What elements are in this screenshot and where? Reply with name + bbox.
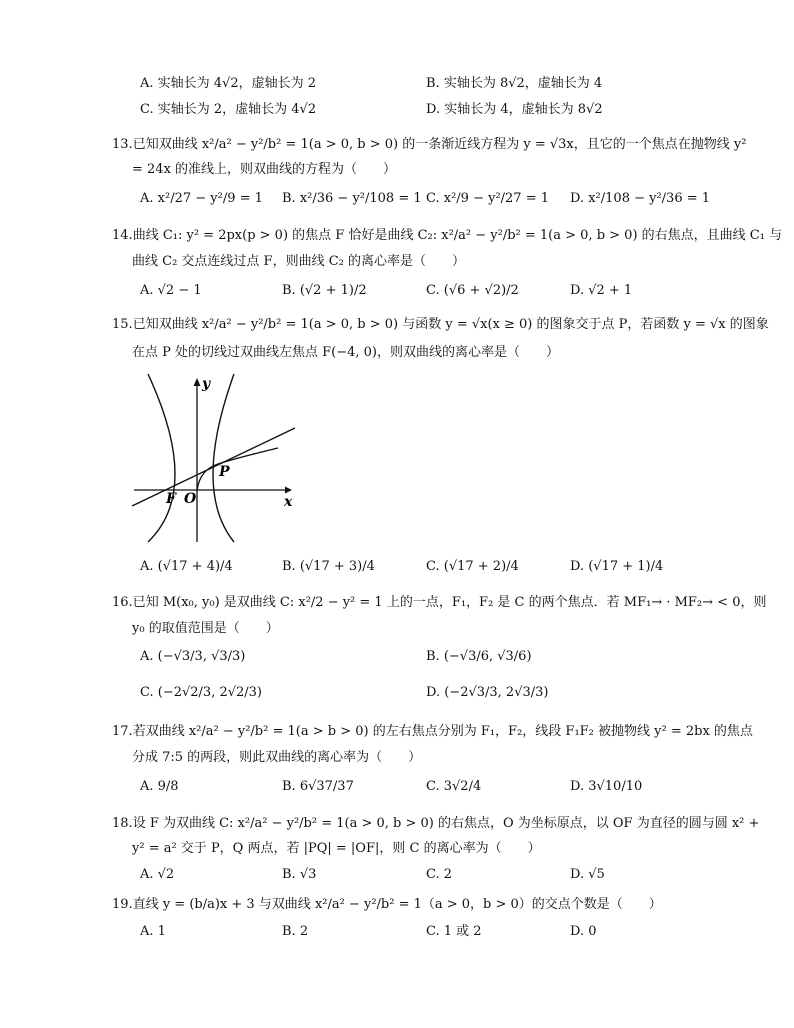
question-13-option-d: D. x²/108 − y²/36 = 1 [570, 191, 711, 206]
question-14-option-a: A. √2 − 1 [140, 283, 202, 298]
question-17-option-a: A. 9/8 [140, 779, 179, 794]
question-16-number: 16. [112, 595, 133, 610]
question-19-line-1 [112, 898, 662, 911]
question-18-option-b: B. √3 [282, 867, 317, 882]
prev-option-d: D. 实轴长为 4，虚轴长为 8√2 [426, 102, 603, 117]
question-17-stem-2: 分成 7:5 的两段，则此双曲线的离心率为（ ） [132, 750, 422, 765]
question-16-option-d: D. (−2√3/3, 2√3/3) [426, 685, 549, 700]
question-14-stem-1: 曲线 C₁: y² = 2px(p > 0) 的焦点 F 恰好是曲线 C₂: x²/a² − y²/b² = 1(a > 0, b > 0) 的右焦点，且曲线 C₁ 与 [132, 228, 783, 243]
question-13-number: 13. [112, 137, 133, 152]
hyperbola-left-branch [148, 374, 175, 542]
question-13-stem-2: = 24x 的准线上，则双曲线的方程为（ ） [132, 162, 397, 177]
question-19-stem-1: 直线 y = (b/a)x + 3 与双曲线 x²/a² − y²/b² = 1（a > 0，b > 0）的交点个数是（ ） [132, 897, 662, 912]
question-18-line-1 [112, 817, 759, 830]
x-axis-label: x [284, 494, 293, 510]
question-18-number: 18. [112, 816, 133, 831]
question-18-stem-1: 设 F 为双曲线 C: x²/a² − y²/b² = 1(a > 0, b > 0) 的右焦点，O 为坐标原点，以 OF 为直径的圆与圆 x² + [132, 816, 760, 831]
question-14-option-b: B. (√2 + 1)/2 [282, 283, 367, 298]
prev-option-a: A. 实轴长为 4√2，虚轴长为 2 [140, 76, 317, 91]
question-15-line-1 [112, 318, 769, 331]
question-16-option-b: B. (−√3/6, √3/6) [426, 649, 532, 664]
question-14-stem-2: 曲线 C₂ 交点连线过点 F，则曲线 C₂ 的离心率是（ ） [132, 254, 465, 269]
question-16-line-1 [112, 596, 766, 609]
question-19-option-a: A. 1 [140, 924, 166, 939]
question-17-option-b: B. 6√37/37 [282, 779, 354, 794]
prev-option-b: B. 实轴长为 8√2，虚轴长为 4 [426, 76, 603, 91]
question-17-line-1 [112, 725, 753, 738]
question-14-number: 14. [112, 228, 133, 243]
question-16-stem-1: 已知 M(x₀, y₀) 是双曲线 C: x²/2 − y² = 1 上的一点，F₁，F₂ 是 C 的两个焦点．若 MF₁→ · MF₂→ < 0，则 [132, 595, 767, 610]
question-13-line-1 [112, 138, 746, 151]
question-13-option-a: A. x²/27 − y²/9 = 1 [140, 191, 263, 206]
question-15-option-a: A. (√17 + 4)/4 [140, 559, 233, 574]
question-15-option-c: C. (√17 + 2)/4 [426, 559, 519, 574]
y-axis-arrow [194, 378, 201, 386]
question-16-option-c: C. (−2√2/3, 2√2/3) [140, 685, 263, 700]
question-14-option-c: C. (√6 + √2)/2 [426, 283, 519, 298]
question-15-stem-1: 已知双曲线 x²/a² − y²/b² = 1(a > 0, b > 0) 与函数 y = √x(x ≥ 0) 的图象交于点 P，若函数 y = √x 的图象 [132, 317, 769, 332]
point-p-label: P [219, 464, 230, 480]
question-17-number: 17. [112, 724, 133, 739]
question-17-stem-1: 若双曲线 x²/a² − y²/b² = 1(a > b > 0) 的左右焦点分别为 F₁，F₂，线段 F₁F₂ 被抛物线 y² = 2bx 的焦点 [132, 724, 753, 739]
question-16-option-a: A. (−√3/3, √3/3) [140, 649, 246, 664]
tangent-line [132, 428, 295, 506]
question-18-option-d: D. √5 [570, 867, 605, 882]
question-13-stem-1: 已知双曲线 x²/a² − y²/b² = 1(a > 0, b > 0) 的一条渐近线方程为 y = √3x，且它的一个焦点在抛物线 y² [132, 137, 747, 152]
question-13-option-c: C. x²/9 − y²/27 = 1 [426, 191, 550, 206]
question-16-stem-2: y₀ 的取值范围是（ ） [132, 621, 279, 636]
question-17-option-d: D. 3√10/10 [570, 779, 643, 794]
question-14-line-1 [112, 229, 782, 242]
y-axis-label: y [202, 376, 211, 392]
question-15-stem-2: 在点 P 处的切线过双曲线左焦点 F(−4, 0)，则双曲线的离心率是（ ） [132, 345, 560, 360]
origin-label: O [184, 491, 197, 507]
hyperbola-graph [130, 372, 300, 544]
x-axis-arrow [285, 487, 292, 494]
question-15-option-d: D. (√17 + 1)/4 [570, 559, 664, 574]
question-13-option-b: B. x²/36 − y²/108 = 1 [282, 191, 422, 206]
question-19-option-c: C. 1 或 2 [426, 924, 482, 939]
question-19-option-b: B. 2 [282, 924, 309, 939]
question-19-number: 19. [112, 897, 133, 912]
question-18-option-a: A. √2 [140, 867, 175, 882]
question-19-option-d: D. 0 [570, 924, 597, 939]
question-14-option-d: D. √2 + 1 [570, 283, 633, 298]
question-18-option-c: C. 2 [426, 867, 453, 882]
prev-option-c: C. 实轴长为 2，虚轴长为 4√2 [140, 102, 317, 117]
question-17-option-c: C. 3√2/4 [426, 779, 482, 794]
question-18-stem-2: y² = a² 交于 P，Q 两点，若 |PQ| = |OF|，则 C 的离心率为（ ） [132, 841, 541, 856]
focus-f-label: F [166, 491, 176, 507]
question-15-option-b: B. (√17 + 3)/4 [282, 559, 375, 574]
question-15-number: 15. [112, 317, 133, 332]
